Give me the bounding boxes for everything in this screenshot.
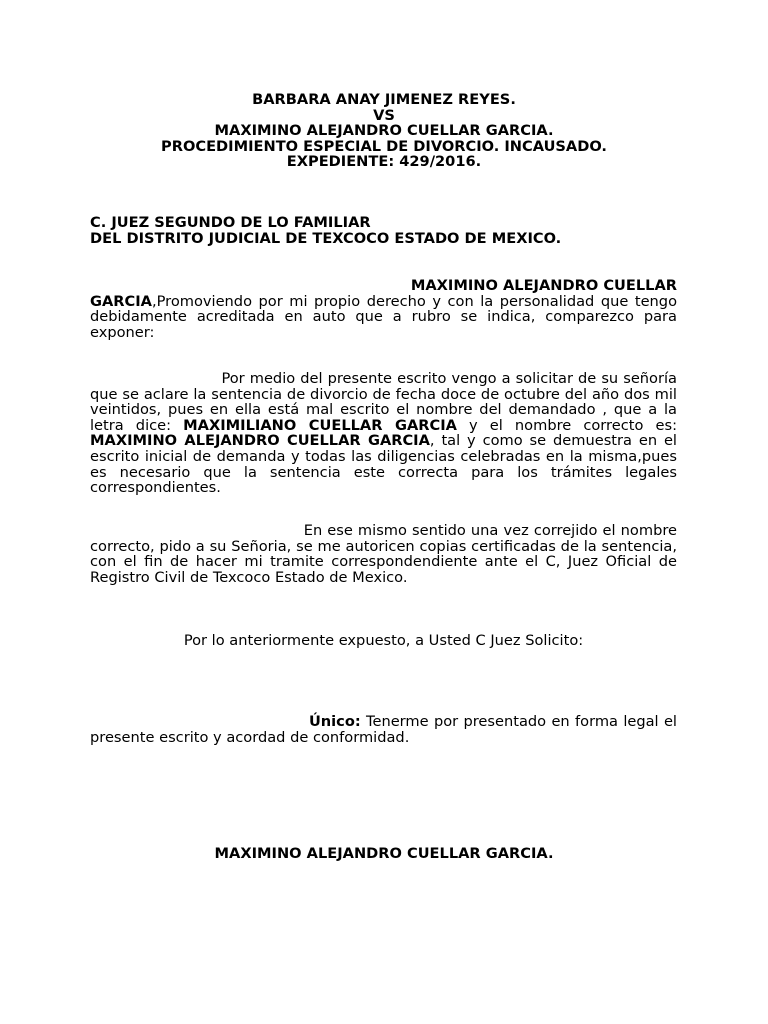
procedure-title: PROCEDIMIENTO ESPECIAL DE DIVORCIO. INCAUSADO.	[161, 137, 607, 155]
body-paragraph-2	[90, 523, 677, 585]
body1-text-c: , tal y como se demuestra en el escrito inicial de demanda y todas las diligencias celebradas en la misma,pues es necesario que la sentencia este correcta para los trámites legales correspondientes.	[90, 432, 677, 497]
case-header	[90, 92, 678, 170]
intro-name-end: GARCIA	[90, 292, 152, 310]
body1-text-a: Por medio del presente escrito vengo a solicitar de su señoría que se aclare la sentencia de divorcio de fecha doce de octubre del año dos mil veintidos, pues en ella está mal escrito el nombre del demandado , que a la letra dice:	[90, 370, 677, 434]
intro-text: ,Promoviendo por mi propio derecho y con la personalidad que tengo debidamente acreditada en auto que a rubro se indica, comparezco para exponer:	[90, 292, 677, 341]
unique-paragraph	[90, 714, 677, 745]
court-address	[90, 215, 678, 247]
intro-paragraph	[90, 278, 677, 340]
intro-body	[90, 294, 677, 341]
body1-text-b: y el nombre correcto es:	[456, 416, 677, 434]
body-paragraph-1	[90, 371, 677, 496]
case-number: EXPEDIENTE: 429/2016.	[286, 153, 482, 170]
unique-label: Único:	[308, 713, 361, 730]
body1-indent	[90, 370, 221, 387]
intro-name-start: MAXIMINO ALEJANDRO CUELLAR	[410, 277, 677, 294]
unique-indent	[90, 713, 309, 730]
signature-name: MAXIMINO ALEJANDRO CUELLAR GARCIA.	[214, 845, 554, 862]
judge-line: C. JUEZ SEGUNDO DE LO FAMILIAR	[90, 214, 371, 231]
wrong-name: MAXIMILIANO CUELLAR GARCIA	[183, 416, 457, 434]
correct-name: MAXIMINO ALEJANDRO CUELLAR GARCIA	[90, 432, 430, 450]
unique-text: Tenerme por presentado en forma legal el presente escrito y acordad de conformidad.	[90, 713, 677, 746]
request-line: Por lo anteriormente expuesto, a Usted C Juez Solicito:	[183, 632, 584, 649]
plaintiff-name: BARBARA ANAY JIMENEZ REYES.	[252, 91, 516, 108]
district-line: DEL DISTRITO JUDICIAL DE TEXCOCO ESTADO DE MEXICO.	[90, 230, 562, 247]
body2-indent	[90, 522, 304, 539]
versus-label: VS	[373, 106, 395, 124]
defendant-name: MAXIMINO ALEJANDRO CUELLAR GARCIA.	[214, 122, 554, 139]
body2-text: En ese mismo sentido una vez correjido el nombre correcto, pido a su Señoria, se me autoricen copias certificadas de la sentencia, con el fin de hacer mi tramite correspondendiente ante el C, Juez Oficial de Registro Civil de Texcoco Estado de Mexico.	[90, 522, 677, 586]
